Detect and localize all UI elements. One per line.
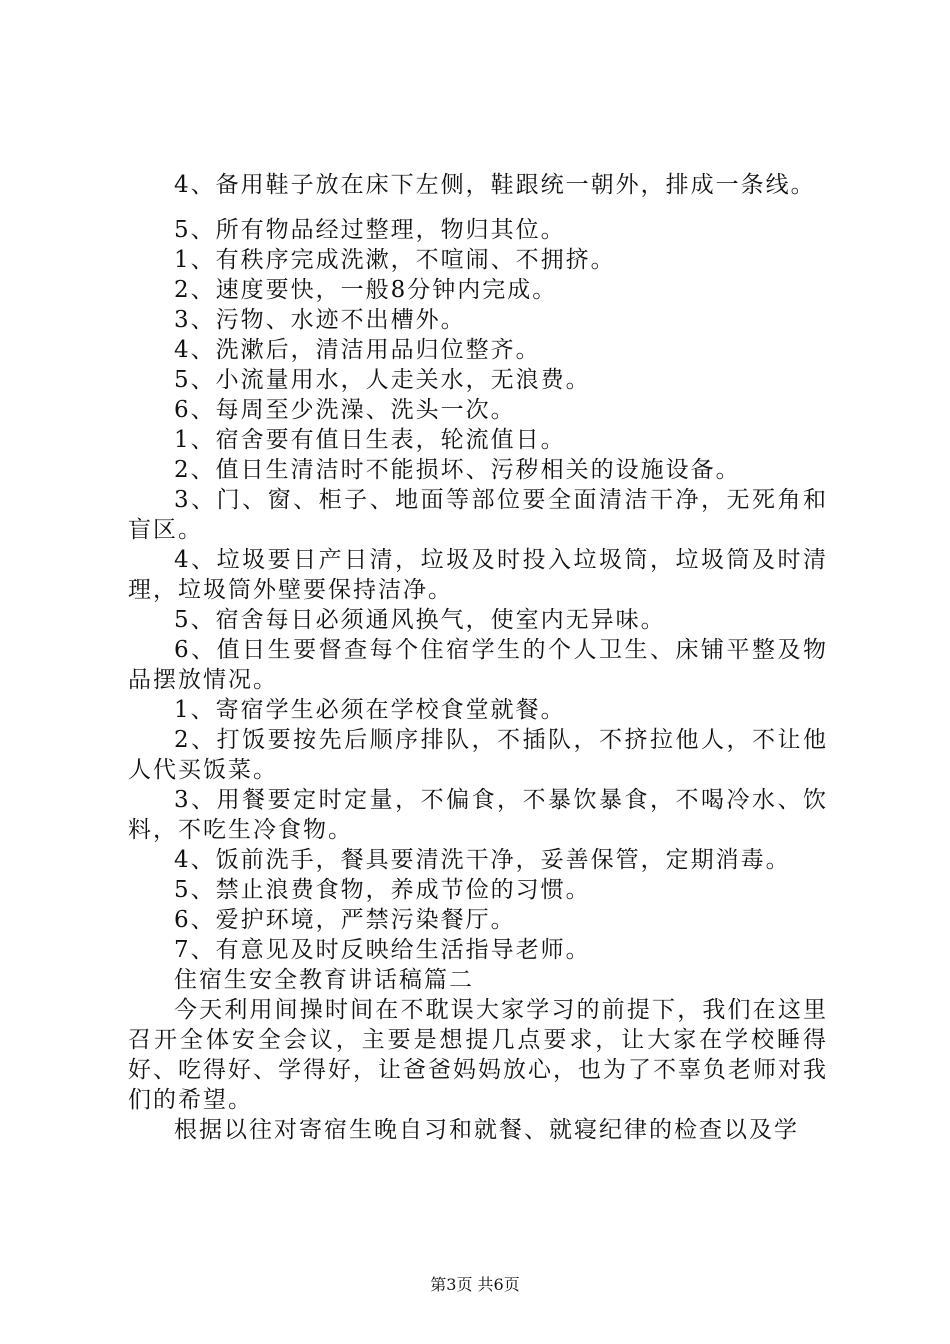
paragraph: 6、爱护环境，严禁污染餐厅。 xyxy=(174,907,516,933)
document-body xyxy=(128,170,828,1145)
paragraph: 1、宿舍要有值日生表，轮流值日。 xyxy=(174,427,566,453)
paragraph: 2、值日生清洁时不能损坏、污秽相关的设施设备。 xyxy=(174,457,741,483)
paragraph: 3、门、窗、柜子、地面等部位要全面清洁干净，无死角和盲区。 xyxy=(128,487,828,543)
paragraph: 根据以往对寄宿生晚自习和就餐、就寝纪律的检查以及学 xyxy=(174,1117,799,1143)
paragraph: 今天利用间操时间在不耽误大家学习的前提下，我们在这里召开全体安全会议，主要是想提几点要求，让大家在学校睡得好、吃得好、学得好，让爸爸妈妈放心，也为了不辜负老师对我们的希望。 xyxy=(128,997,828,1113)
paragraph: 2、打饭要按先后顺序排队，不插队，不挤拉他人，不让他人代买饭菜。 xyxy=(128,727,828,783)
paragraph: 4、饭前洗手，餐具要清洗干净，妥善保管，定期消毒。 xyxy=(174,847,791,873)
paragraph: 3、污物、水迹不出槽外。 xyxy=(174,307,466,333)
paragraph: 4、垃圾要日产日清，垃圾及时投入垃圾筒，垃圾筒及时清理，垃圾筒外壁要保持洁净。 xyxy=(128,547,828,603)
paragraph: 6、每周至少洗澡、洗头一次。 xyxy=(174,397,516,423)
paragraph: 1、有秩序完成洗漱，不喧闹、不拥挤。 xyxy=(174,247,616,273)
paragraph: 7、有意见及时反映给生活指导老师。 xyxy=(174,937,591,963)
page-footer xyxy=(0,1275,950,1295)
paragraph: 4、洗漱后，清洁用品归位整齐。 xyxy=(174,337,541,363)
page-number-label: 第3页 共6页 xyxy=(430,1275,520,1294)
paragraph: 3、用餐要定时定量，不偏食，不暴饮暴食，不喝冷水、饮料，不吃生冷食物。 xyxy=(128,787,828,843)
paragraph: 4、备用鞋子放在床下左侧，鞋跟统一朝外，排成一条线。 xyxy=(174,172,816,198)
paragraph: 5、所有物品经过整理，物归其位。 xyxy=(174,217,566,243)
paragraph: 6、值日生要督查每个住宿学生的个人卫生、床铺平整及物品摆放情况。 xyxy=(128,637,828,693)
section-heading: 住宿生安全教育讲话稿篇二 xyxy=(174,967,474,993)
paragraph: 5、宿舍每日必须通风换气，使室内无异味。 xyxy=(174,607,666,633)
paragraph: 5、禁止浪费食物，养成节俭的习惯。 xyxy=(174,877,591,903)
paragraph: 1、寄宿学生必须在学校食堂就餐。 xyxy=(174,697,566,723)
paragraph: 2、速度要快，一般8分钟内完成。 xyxy=(174,277,558,303)
paragraph: 5、小流量用水，人走关水，无浪费。 xyxy=(174,367,591,393)
